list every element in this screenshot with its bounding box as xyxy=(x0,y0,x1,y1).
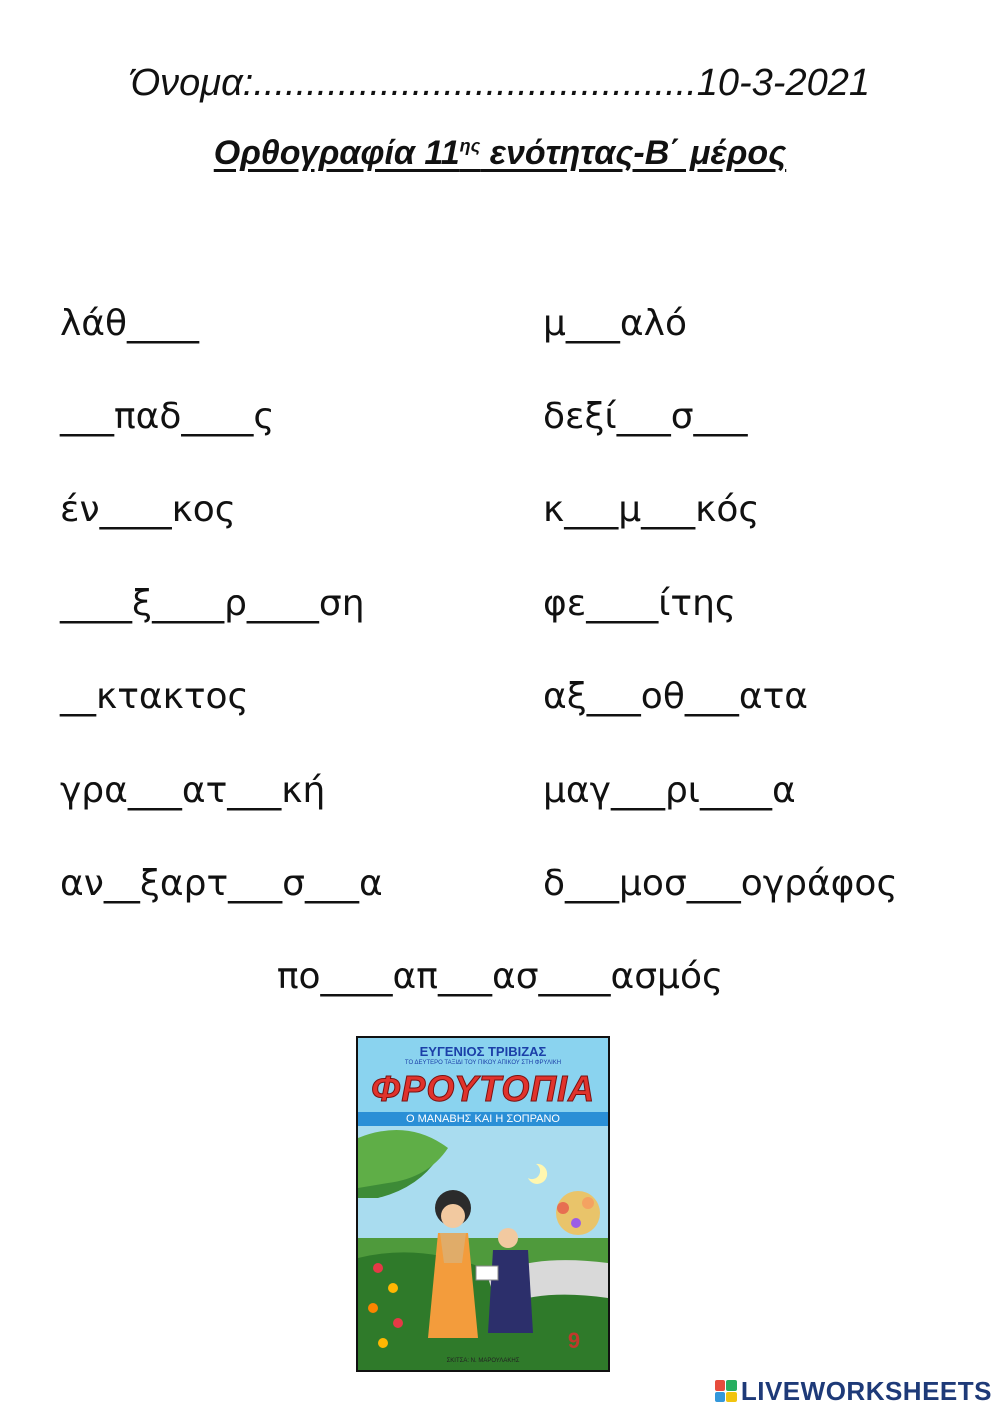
cover-band: Ο ΜΑΝΑΒΗΣ ΚΑΙ Η ΣΟΠΡΑΝΟ xyxy=(358,1112,608,1126)
word-left-6: γρα___ατ___κή xyxy=(60,770,326,811)
word-right-6: μαγ___ρι____α xyxy=(543,770,796,811)
logo-text: LIVEWORKSHEETS xyxy=(740,1375,992,1406)
cover-footer: ΣΚΙΤΣΑ: Ν. ΜΑΡΟΥΛΑΚΗΣ xyxy=(446,1358,520,1364)
book-cover-image xyxy=(356,1036,610,1372)
word-left-4: ____ξ____ρ____ση xyxy=(60,583,365,624)
cover-author: ΕΥΓΕΝΙΟΣ ΤΡΙΒΙΖΑΣ xyxy=(419,1044,547,1059)
logo-square-green xyxy=(726,1380,737,1391)
word-right-2: δεξί___σ___ xyxy=(543,396,748,437)
word-left-3: έν____κος xyxy=(60,489,236,530)
word-left-2: ___παδ____ς xyxy=(60,396,275,437)
word-right-3: κ___μ___κός xyxy=(543,489,760,530)
title-suffix: ενότητας-Β΄ μέρος xyxy=(480,134,787,172)
logo-square-blue xyxy=(715,1392,726,1403)
word-left-1: λάθ____ xyxy=(60,303,200,344)
word-right-1: μ___αλό xyxy=(543,303,687,344)
logo-square-red xyxy=(715,1380,726,1391)
word-left-7: αν__ξαρτ___σ___α xyxy=(60,863,383,904)
cover-title: ΦΡΟΥΤΟΠΙΑ xyxy=(370,1068,596,1109)
word-right-4: φε____ίτης xyxy=(543,583,737,624)
word-right-7: δ___μοσ___ογράφος xyxy=(543,863,898,904)
cover-number: 9 xyxy=(567,1328,581,1353)
title-prefix: Ορθογραφία 11 xyxy=(213,134,460,172)
logo-mark-icon xyxy=(715,1380,737,1402)
word-centered-last: πο____απ___ασ____ασμός xyxy=(276,956,724,997)
page-title xyxy=(0,134,1000,173)
word-left-5: __κτακτος xyxy=(60,676,249,717)
word-right-5: αξ___οθ___ατα xyxy=(543,676,808,717)
cover-subtitle: ΤΟ ΔΕΥΤΕΡΟ ΤΑΞΙΔΙ ΤΟΥ ΠΙΚΟΥ ΑΠΙΚΟΥ ΣΤΗ ΦΡΥΛΙΚΗ xyxy=(404,1060,562,1066)
logo-square-yellow xyxy=(726,1392,737,1403)
name-date-line: Όνομα:..........................................10-3-2021 xyxy=(129,62,871,104)
title-superscript: ης xyxy=(459,135,481,156)
liveworksheets-logo xyxy=(715,1374,992,1408)
